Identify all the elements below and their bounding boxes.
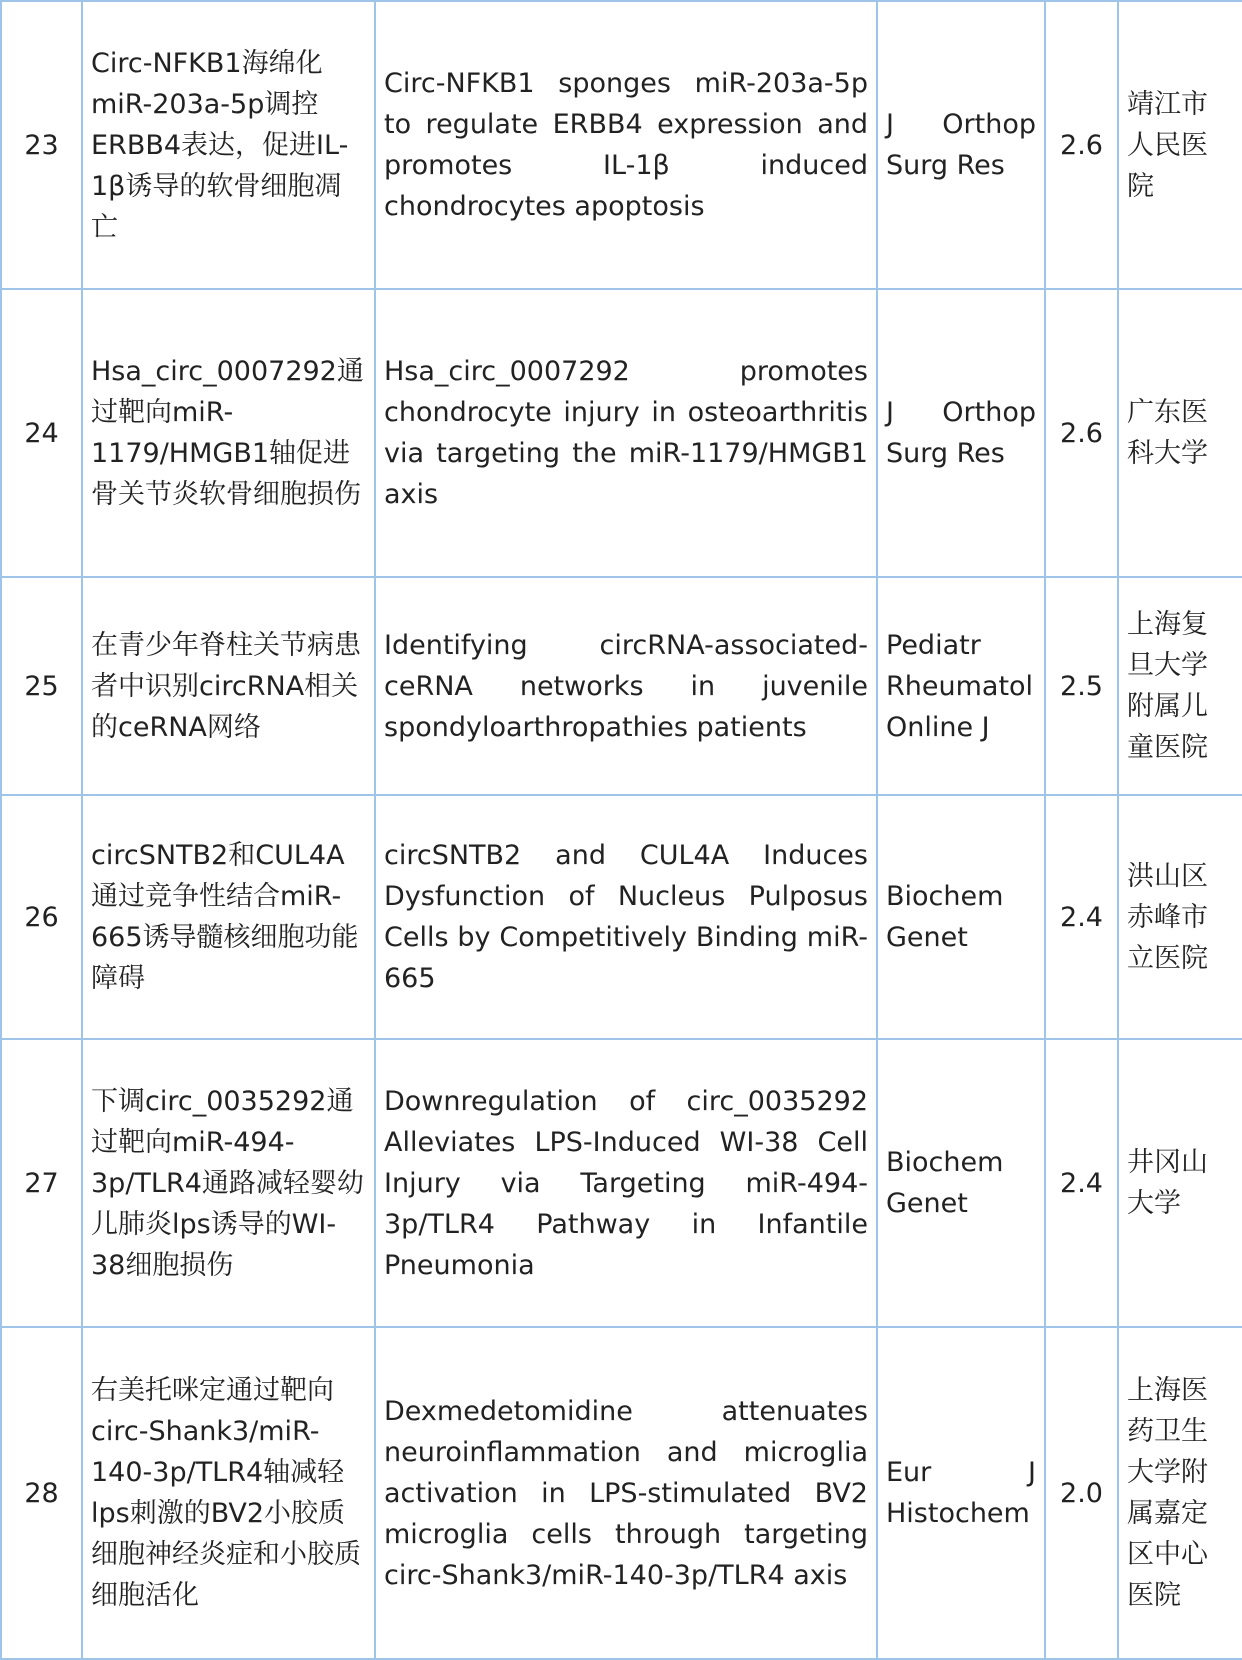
table-row: [1, 795, 1242, 1039]
journal-name: J Orthop Surg Res: [877, 289, 1045, 577]
chinese-title: 右美托咪定通过靶向circ-Shank3/miR-140-3p/TLR4轴减轻lps刺激的BV2小胶质细胞神经炎症和小胶质细胞活化: [82, 1327, 375, 1659]
chinese-title: Circ-NFKB1海绵化miR-203a-5p调控ERBB4表达，促进IL-1β诱导的软骨细胞凋亡: [82, 1, 375, 289]
table-row: [1, 1039, 1242, 1327]
institution: 上海复旦大学附属儿童医院: [1118, 577, 1242, 795]
row-number: 27: [1, 1039, 82, 1327]
impact-factor: 2.4: [1045, 795, 1118, 1039]
row-number: 25: [1, 577, 82, 795]
row-number: 28: [1, 1327, 82, 1659]
english-title: Circ-NFKB1 sponges miR-203a-5p to regulate ERBB4 expression and promotes IL-1β induced chondrocytes apoptosis: [375, 1, 877, 289]
journal-name: Biochem Genet: [877, 795, 1045, 1039]
institution: 井冈山大学: [1118, 1039, 1242, 1327]
english-title: Dexmedetomidine attenuates neuroinflammation and microglia activation in LPS-stimulated BV2 microglia cells through targeting circ-Shank3/miR-140-3p/TLR4 axis: [375, 1327, 877, 1659]
chinese-title: 下调circ_0035292通过靶向miR-494-3p/TLR4通路减轻婴幼儿肺炎lps诱导的WI-38细胞损伤: [82, 1039, 375, 1327]
institution: 广东医科大学: [1118, 289, 1242, 577]
table-row: [1, 1, 1242, 289]
chinese-title: circSNTB2和CUL4A通过竞争性结合miR-665诱导髓核细胞功能障碍: [82, 795, 375, 1039]
institution: 靖江市人民医院: [1118, 1, 1242, 289]
row-number: 24: [1, 289, 82, 577]
institution: 上海医药卫生大学附属嘉定区中心医院: [1118, 1327, 1242, 1659]
row-number: 23: [1, 1, 82, 289]
impact-factor: 2.5: [1045, 577, 1118, 795]
journal-name: J Orthop Surg Res: [877, 1, 1045, 289]
impact-factor: 2.6: [1045, 1, 1118, 289]
row-number: 26: [1, 795, 82, 1039]
table-row: [1, 289, 1242, 577]
english-title: Hsa_circ_0007292 promotes chondrocyte injury in osteoarthritis via targeting the miR-1179/HMGB1 axis: [375, 289, 877, 577]
english-title: circSNTB2 and CUL4A Induces Dysfunction of Nucleus Pulposus Cells by Competitively Binding miR-665: [375, 795, 877, 1039]
english-title: Downregulation of circ_0035292 Alleviates LPS-Induced WI-38 Cell Injury via Targeting miR-494-3p/TLR4 Pathway in Infantile Pneumonia: [375, 1039, 877, 1327]
table-row: [1, 577, 1242, 795]
chinese-title: 在青少年脊柱关节病患者中识别circRNA相关的ceRNA网络: [82, 577, 375, 795]
chinese-title: Hsa_circ_0007292通过靶向miR-1179/HMGB1轴促进骨关节炎软骨细胞损伤: [82, 289, 375, 577]
impact-factor: 2.0: [1045, 1327, 1118, 1659]
english-title: Identifying circRNA-associated-ceRNA networks in juvenile spondyloarthropathies patients: [375, 577, 877, 795]
impact-factor: 2.4: [1045, 1039, 1118, 1327]
table-row: [1, 1327, 1242, 1659]
institution: 洪山区赤峰市立医院: [1118, 795, 1242, 1039]
journal-name: Pediatr Rheumatol Online J: [877, 577, 1045, 795]
journal-name: Eur J Histochem: [877, 1327, 1045, 1659]
journal-name: Biochem Genet: [877, 1039, 1045, 1327]
impact-factor: 2.6: [1045, 289, 1118, 577]
